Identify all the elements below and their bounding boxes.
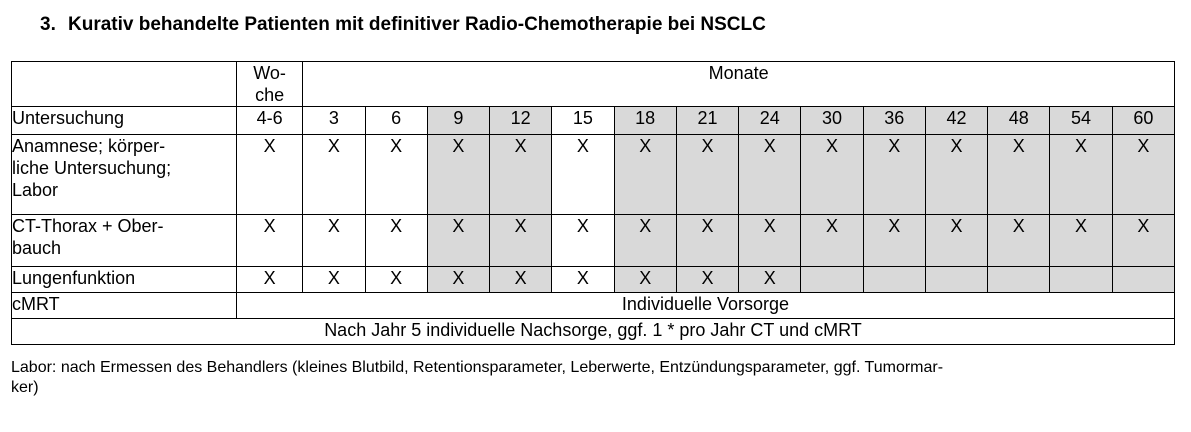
- footnote: Labor: nach Ermessen des Behandlers (kleines Blutbild, Retentionsparameter, Leberwerte, Entzündungsparameter, ggf. Tumormar- ker): [11, 359, 944, 396]
- header-col: 3: [303, 107, 365, 135]
- table-cell: [863, 267, 925, 293]
- table-cell: X: [676, 267, 738, 293]
- table-cell: X: [925, 135, 987, 215]
- table-cell: [1050, 267, 1112, 293]
- section-number: 3.: [40, 14, 56, 35]
- table-cell: [988, 267, 1050, 293]
- table-cell: X: [614, 135, 676, 215]
- header-col: 15: [552, 107, 614, 135]
- header-col: 30: [801, 107, 863, 135]
- row-label: Anamnese; körper- liche Untersuchung; Labor: [12, 135, 237, 215]
- header-col: 4-6: [236, 107, 302, 135]
- header-col: 12: [490, 107, 552, 135]
- table-cell: X: [739, 215, 801, 267]
- table-cell: X: [490, 215, 552, 267]
- header-col: 36: [863, 107, 925, 135]
- table-cell: X: [303, 267, 365, 293]
- header-untersuchung: Untersuchung: [12, 107, 237, 135]
- table-cell: X: [863, 215, 925, 267]
- table-cell: X: [925, 215, 987, 267]
- table-cell: X: [552, 135, 614, 215]
- header-col: 9: [427, 107, 489, 135]
- table-cell: X: [365, 135, 427, 215]
- table-cell: X: [303, 135, 365, 215]
- table-row: [12, 135, 1175, 215]
- header-col: 54: [1050, 107, 1112, 135]
- table-cell: X: [1112, 135, 1174, 215]
- table-cell: X: [676, 135, 738, 215]
- header-col: 60: [1112, 107, 1174, 135]
- table-cell: X: [988, 215, 1050, 267]
- table-cell: X: [490, 267, 552, 293]
- header-empty-cell: [12, 62, 237, 107]
- table-cell: X: [365, 267, 427, 293]
- table-cell: X: [552, 215, 614, 267]
- cmrt-value: Individuelle Vorsorge: [236, 293, 1174, 319]
- table-cell: X: [739, 135, 801, 215]
- table-cell: X: [614, 267, 676, 293]
- table-cell: X: [427, 135, 489, 215]
- table-cell: X: [676, 215, 738, 267]
- section-title: [40, 14, 766, 36]
- row-label: CT-Thorax + Ober- bauch: [12, 215, 237, 267]
- table-cell: X: [303, 215, 365, 267]
- table-cell: X: [427, 215, 489, 267]
- table-cell: X: [614, 215, 676, 267]
- cmrt-label: cMRT: [12, 293, 237, 319]
- table-cell: X: [490, 135, 552, 215]
- table-row: [12, 215, 1175, 267]
- table-cell: X: [739, 267, 801, 293]
- table-cell: X: [236, 267, 302, 293]
- table-cell: X: [801, 135, 863, 215]
- table-cell: X: [801, 215, 863, 267]
- section-title-text: Kurativ behandelte Patienten mit definitiver Radio-Chemotherapie bei NSCLC: [68, 14, 766, 35]
- table-cell: X: [1050, 135, 1112, 215]
- row-label: Lungenfunktion: [12, 267, 237, 293]
- table-cell: X: [552, 267, 614, 293]
- follow-up-table: [11, 61, 1175, 345]
- table-row: [12, 267, 1175, 293]
- header-monate: Monate: [303, 62, 1175, 107]
- table-cell: [1112, 267, 1174, 293]
- table-cell: X: [365, 215, 427, 267]
- table-cell: X: [1112, 215, 1174, 267]
- table-cell: X: [1050, 215, 1112, 267]
- table-cell: X: [427, 267, 489, 293]
- header-col: 6: [365, 107, 427, 135]
- header-col: 48: [988, 107, 1050, 135]
- table-cell: X: [236, 135, 302, 215]
- table-cell: [925, 267, 987, 293]
- after-year-5-note: Nach Jahr 5 individuelle Nachsorge, ggf. 1 * pro Jahr CT und cMRT: [12, 319, 1175, 345]
- header-col: 42: [925, 107, 987, 135]
- header-col: 18: [614, 107, 676, 135]
- table-cell: X: [236, 215, 302, 267]
- table-cell: X: [988, 135, 1050, 215]
- header-woche: Wo- che: [236, 62, 302, 107]
- table-cell: X: [863, 135, 925, 215]
- header-col: 24: [739, 107, 801, 135]
- header-col: 21: [676, 107, 738, 135]
- table-cell: [801, 267, 863, 293]
